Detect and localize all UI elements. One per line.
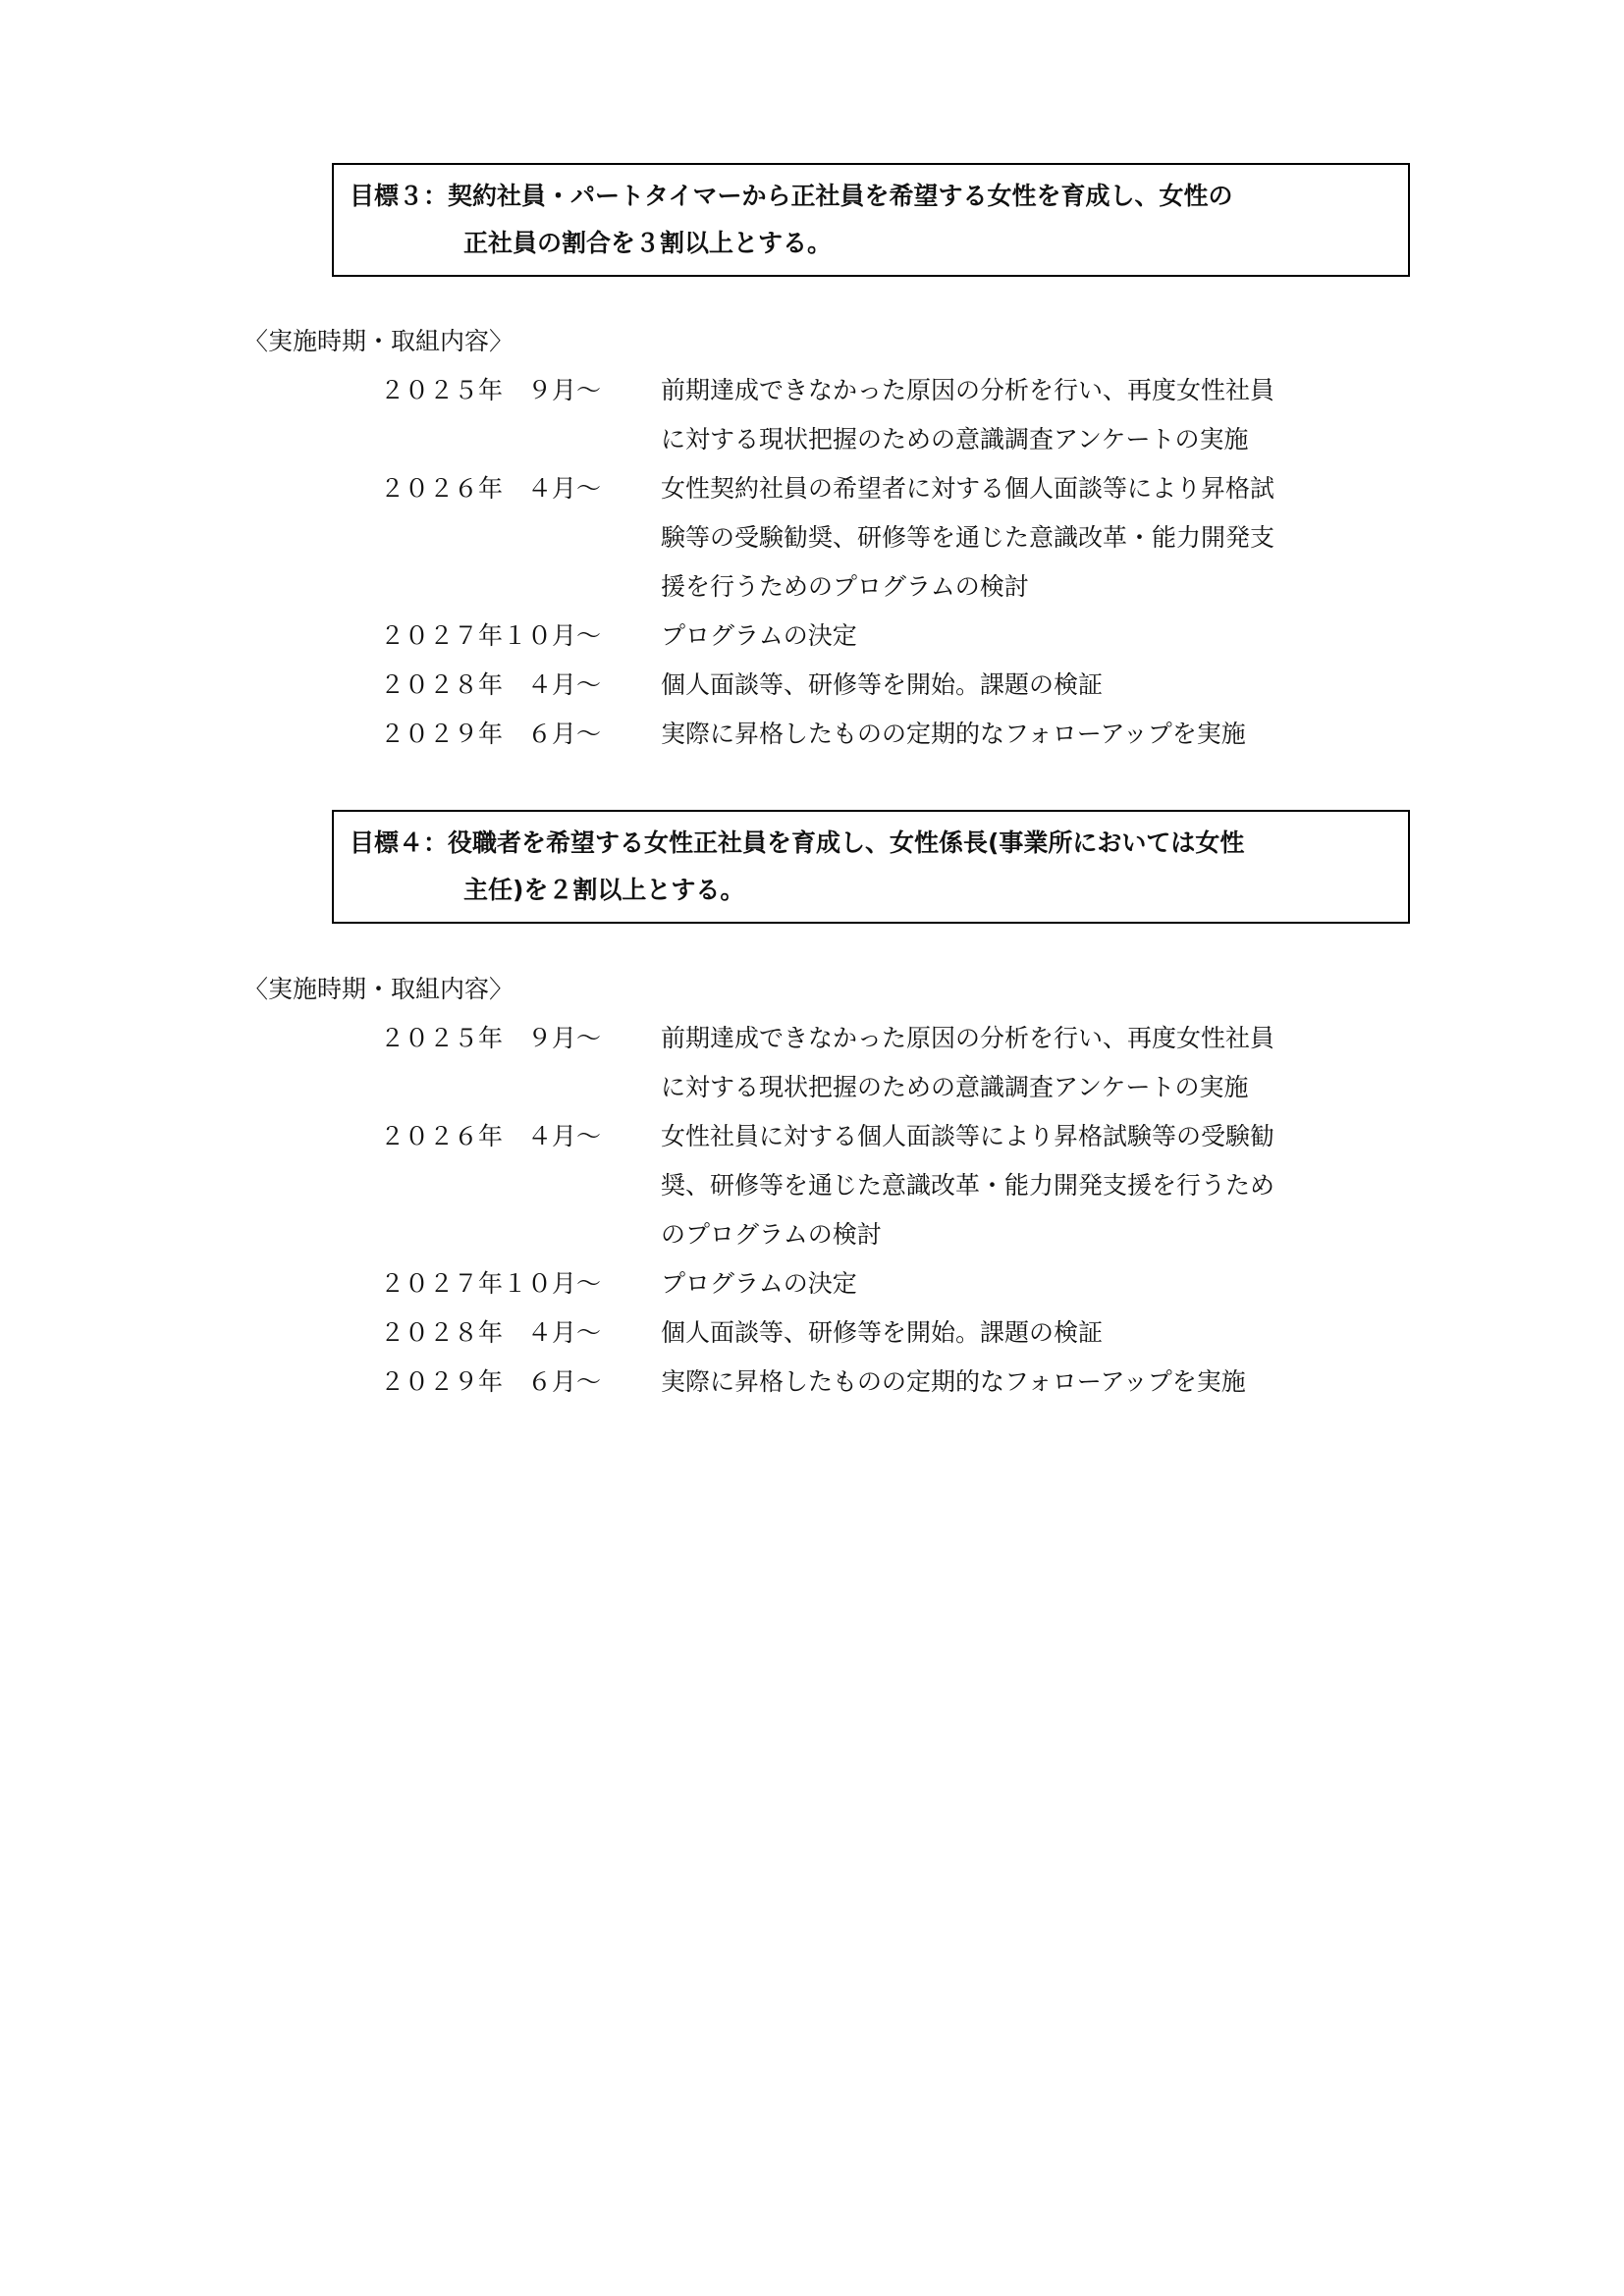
schedule-3 [380, 366, 1401, 759]
schedule-date: ２０２５年 ９月～ [380, 376, 602, 404]
schedule-date: ２０２６年 ４月～ [380, 1122, 602, 1150]
schedule-text-line: プログラムの決定 [661, 621, 857, 650]
schedule-text-line: 実際に昇格したものの定期的なフォローアップを実施 [661, 1367, 1246, 1396]
schedule-text [661, 1112, 1401, 1259]
schedule-row [380, 1308, 1401, 1358]
schedule-date: ２０２７年１０月～ [380, 1269, 602, 1298]
schedule-text-line: のプログラムの検討 [661, 1220, 882, 1249]
schedule-text-line: に対する現状把握のための意識調査アンケートの実施 [661, 1073, 1249, 1101]
schedule-text-line: 女性社員に対する個人面談等により昇格試験等の受験勧 [661, 1122, 1275, 1150]
schedule-row [380, 661, 1401, 710]
schedule-text-line: 前期達成できなかった原因の分析を行い、再度女性社員 [661, 1024, 1275, 1052]
schedule-row [380, 1358, 1401, 1407]
goal-3-line-2: 正社員の割合を３割以上とする。 [463, 229, 833, 257]
goal-3-line-1: 目標３：契約社員・パートタイマーから正社員を希望する女性を育成し、女性の [350, 182, 1233, 210]
schedule-text-line: 個人面談等、研修等を開始。課題の検証 [661, 1318, 1104, 1347]
section-3-label: 〈実施時期・取組内容〉 [244, 327, 514, 355]
schedule-text [661, 1358, 1401, 1407]
schedule-date: ２０２７年１０月～ [380, 621, 602, 650]
schedule-row [380, 464, 1401, 612]
goal-4-line-1: 目標４：役職者を希望する女性正社員を育成し、女性係長(事業所においては女性 [350, 828, 1245, 857]
schedule-date: ２０２６年 ４月～ [380, 474, 602, 503]
schedule-text-line: に対する現状把握のための意識調査アンケートの実施 [661, 425, 1249, 454]
schedule-text-line: 奨、研修等を通じた意識改革・能力開発支援を行うため [661, 1171, 1275, 1200]
schedule-text [661, 1014, 1401, 1112]
schedule-text [661, 661, 1401, 710]
schedule-row [380, 1259, 1401, 1308]
schedule-text-line: プログラムの決定 [661, 1269, 857, 1298]
schedule-text-line: 女性契約社員の希望者に対する個人面談等により昇格試 [661, 474, 1275, 503]
goal-4-box [332, 810, 1410, 924]
schedule-date: ２０２５年 ９月～ [380, 1024, 602, 1052]
schedule-text [661, 1259, 1401, 1308]
schedule-date: ２０２９年 ６月～ [380, 720, 602, 748]
schedule-text-line: 実際に昇格したものの定期的なフォローアップを実施 [661, 720, 1246, 748]
schedule-date: ２０２８年 ４月～ [380, 670, 602, 699]
schedule-date: ２０２９年 ６月～ [380, 1367, 602, 1396]
goal-4-line-2: 主任)を２割以上とする。 [463, 876, 745, 904]
schedule-row [380, 1014, 1401, 1112]
schedule-text [661, 366, 1401, 464]
schedule-4 [380, 1014, 1401, 1407]
goal-3-box [332, 163, 1410, 277]
section-4-label: 〈実施時期・取組内容〉 [244, 975, 514, 1003]
schedule-row [380, 1112, 1401, 1259]
schedule-row [380, 366, 1401, 464]
schedule-text [661, 612, 1401, 661]
schedule-text-line: 前期達成できなかった原因の分析を行い、再度女性社員 [661, 376, 1275, 404]
schedule-text [661, 710, 1401, 759]
schedule-text [661, 464, 1401, 612]
schedule-text [661, 1308, 1401, 1358]
schedule-row [380, 710, 1401, 759]
schedule-row [380, 612, 1401, 661]
schedule-text-line: 個人面談等、研修等を開始。課題の検証 [661, 670, 1104, 699]
schedule-text-line: 援を行うためのプログラムの検討 [661, 572, 1029, 601]
schedule-text-line: 験等の受験勧奨、研修等を通じた意識改革・能力開発支 [661, 523, 1275, 552]
schedule-date: ２０２８年 ４月～ [380, 1318, 602, 1347]
